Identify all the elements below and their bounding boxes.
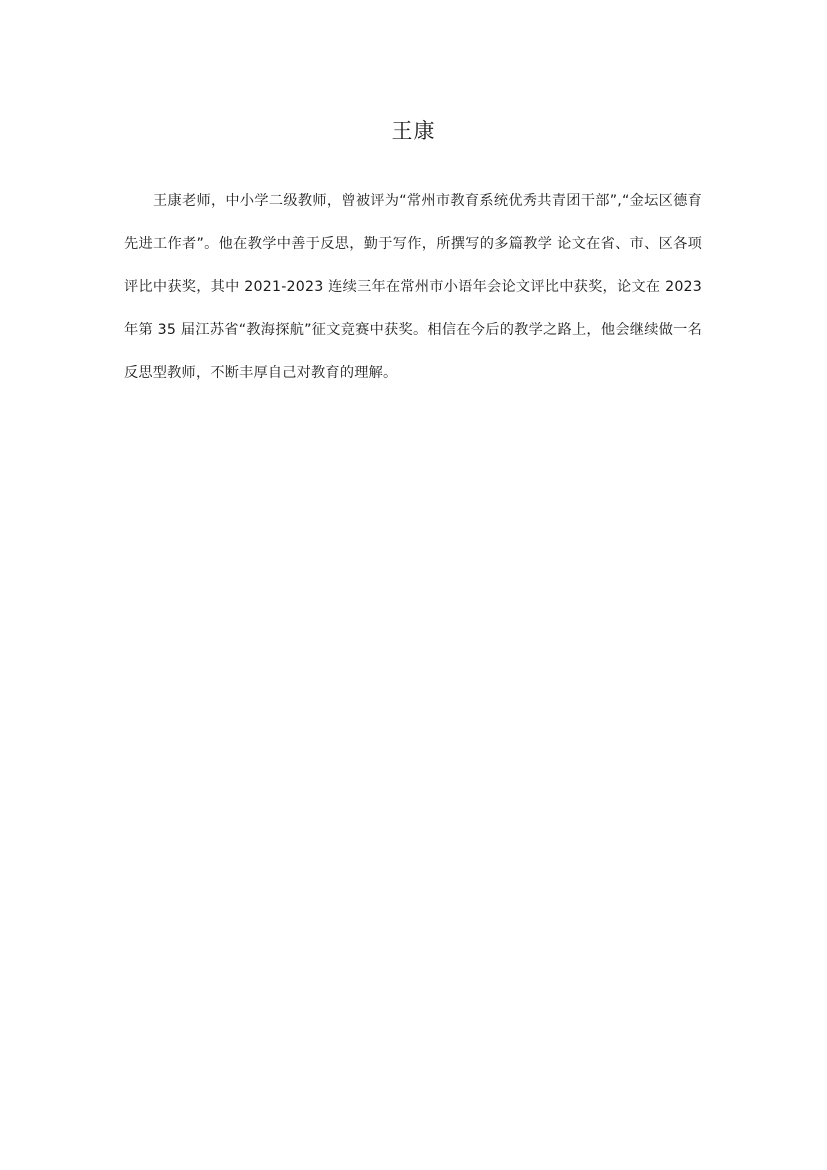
biography-paragraph: 王康老师，中小学二级教师，曾被评为“常州市教育系统优秀共青团干部”,“金坛区德育先进工作者”。他在教学中善于反思，勤于写作，所撰写的多篇教学 论文在省、市、区各项评比中获奖，其中 2021-2023 连续三年在常州市小语年会论文评比中获奖，论文在 2023 年第 35 届江苏省“教海探航”征文竞赛中获奖。相信在今后的教学之路上，他会继续做一名反思型教师，不断丰厚自己对教育的理解。 [124,193,702,381]
document-title: 王康 [391,119,436,143]
